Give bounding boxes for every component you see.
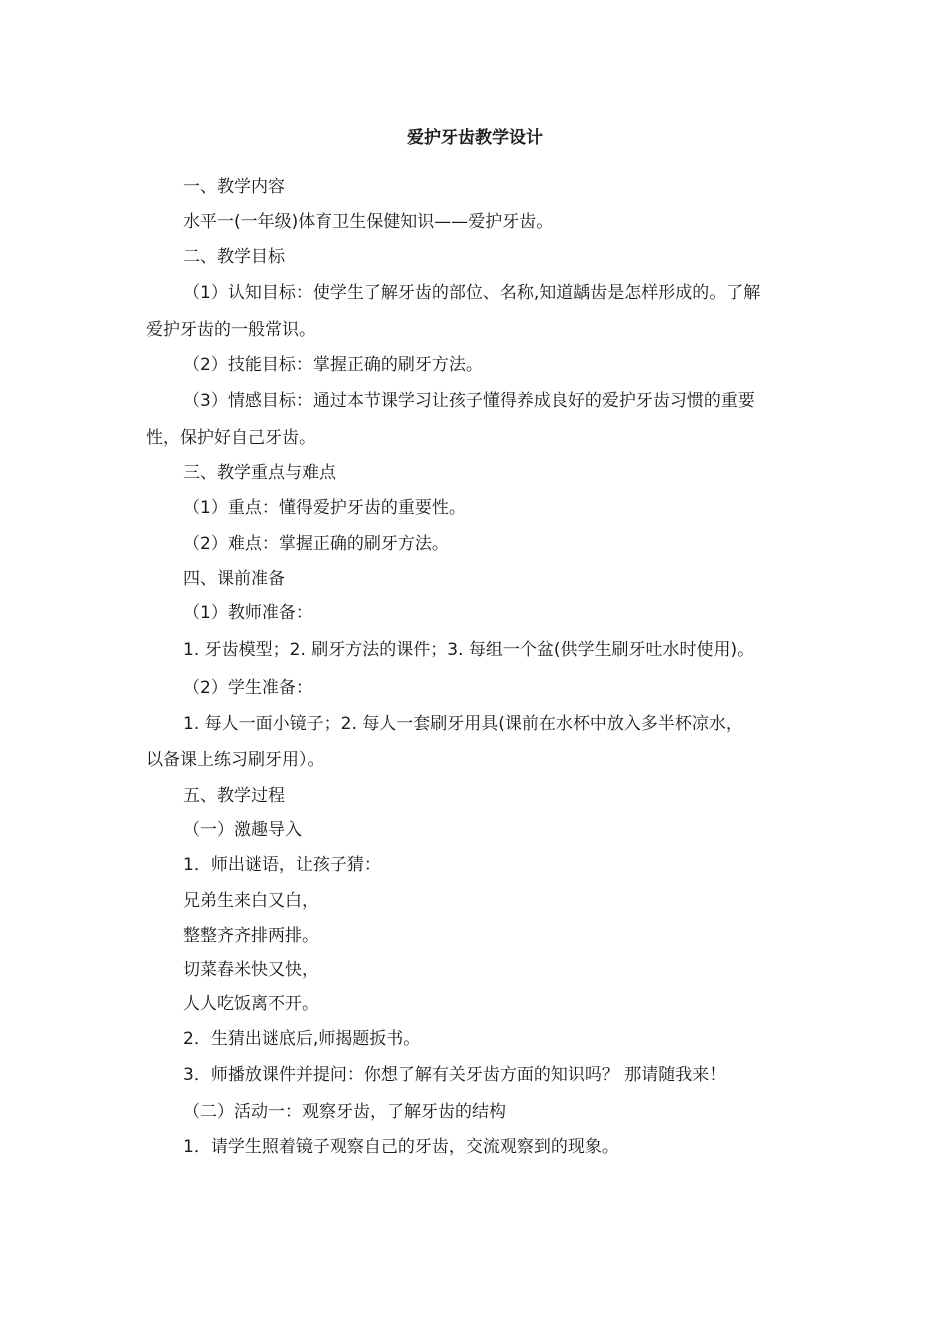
paragraph-continuation: 以备课上练习刷牙用）。 <box>146 750 325 770</box>
paragraph: 3．师播放课件并提问：你想了解有关牙齿方面的知识吗？ 那请随我来！ <box>183 1065 727 1085</box>
section-heading-process: 五、教学过程 <box>183 786 285 806</box>
riddle-line: 人人吃饭离不开。 <box>183 994 319 1014</box>
paragraph: 1. 每人一面小镜子；2. 每人一套刷牙用具(课前在水杯中放入多半杯凉水， <box>183 714 743 734</box>
paragraph: （1）重点：懂得爱护牙齿的重要性。 <box>183 498 466 518</box>
paragraph-continuation: 性，保护好自己牙齿。 <box>146 428 316 448</box>
paragraph: （3）情感目标：通过本节课学习让孩子懂得养成良好的爱护牙齿习惯的重要 <box>183 391 755 411</box>
section-heading-content: 一、教学内容 <box>183 177 285 197</box>
paragraph: （1）教师准备： <box>183 603 313 623</box>
paragraph: （1）认知目标：使学生了解牙齿的部位、名称,知道龋齿是怎样形成的。了解 <box>183 283 761 303</box>
riddle-line: 切菜舂米快又快， <box>183 960 319 980</box>
riddle-line: 整整齐齐排两排。 <box>183 926 319 946</box>
section-heading-key-points: 三、教学重点与难点 <box>183 463 336 483</box>
paragraph: 2．生猜出谜底后,师揭题扳书。 <box>183 1029 421 1049</box>
paragraph-continuation: 爱护牙齿的一般常识。 <box>146 320 316 340</box>
paragraph: （2）学生准备： <box>183 678 313 698</box>
section-heading-preparation: 四、课前准备 <box>183 569 285 589</box>
paragraph: 水平一(一年级)体育卫生保健知识——爱护牙齿。 <box>183 212 554 232</box>
paragraph: 1．师出谜语，让孩子猜： <box>183 855 381 875</box>
paragraph: 1. 牙齿模型；2. 刷牙方法的课件；3. 每组一个盆(供学生刷牙吐水时使用)。 <box>183 640 755 660</box>
paragraph: 1．请学生照着镜子观察自己的牙齿，交流观察到的现象。 <box>183 1137 619 1157</box>
paragraph: （2）难点：掌握正确的刷牙方法。 <box>183 534 449 554</box>
section-heading-goals: 二、教学目标 <box>183 247 285 267</box>
document-title: 爱护牙齿教学设计 <box>407 128 543 148</box>
sub-heading: （二）活动一：观察牙齿，了解牙齿的结构 <box>183 1102 506 1122</box>
sub-heading: （一）激趣导入 <box>183 820 302 840</box>
riddle-line: 兄弟生来白又白， <box>183 891 319 911</box>
paragraph: （2）技能目标：掌握正确的刷牙方法。 <box>183 355 483 375</box>
